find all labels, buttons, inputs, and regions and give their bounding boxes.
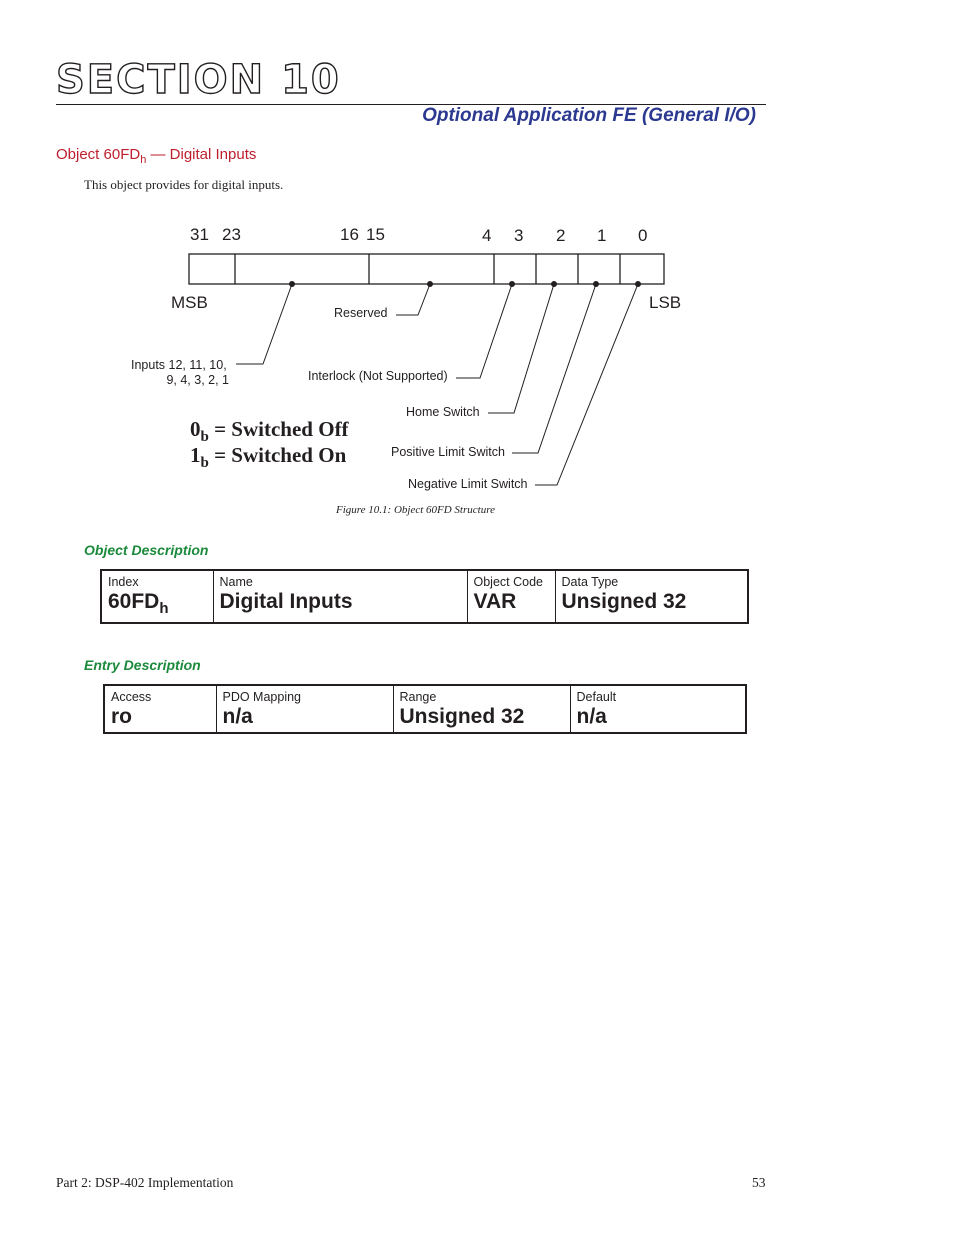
default-value: n/a	[576, 705, 607, 728]
callout-home-switch: Home Switch	[406, 405, 480, 419]
object-description-row	[101, 570, 748, 623]
register-outline	[189, 254, 664, 284]
object-code-cell	[467, 570, 555, 623]
range-label: Range	[399, 690, 437, 704]
figure-caption: Figure 10.1: Object 60FD Structure	[336, 504, 495, 516]
object-description-title: Object Description	[84, 542, 209, 558]
data-type-label: Data Type	[561, 575, 619, 589]
leader-inputs	[236, 284, 292, 364]
object-code-value: VAR	[473, 590, 517, 613]
legend-switched-off	[190, 417, 350, 445]
name-label: Name	[219, 575, 253, 589]
name-cell	[213, 570, 467, 623]
object-heading-prefix: Object 60FD	[56, 146, 141, 163]
bit-label-2: 2	[556, 226, 566, 245]
index-label: Index	[108, 575, 139, 589]
range-value: Unsigned 32	[399, 705, 525, 728]
bit-label-23: 23	[222, 225, 241, 244]
section-title: SECTION 10	[56, 57, 341, 103]
bit-label-15: 15	[366, 225, 385, 244]
pdo-mapping-label: PDO Mapping	[222, 690, 302, 704]
dot-home	[551, 281, 557, 287]
legend-off-subscript: b	[200, 429, 209, 445]
default-label: Default	[576, 690, 617, 704]
pdo-mapping-value: n/a	[222, 705, 253, 728]
bit-label-3: 3	[514, 226, 524, 245]
index-value: $60FD_h$	[108, 590, 169, 618]
legend-on-subscript: b	[200, 455, 209, 471]
callout-reserved: Reserved	[334, 306, 388, 320]
intro-text: This object provides for digital inputs.	[84, 177, 284, 192]
callout-inputs-line2: 9, 4, 3, 2, 1	[166, 373, 229, 387]
entry-description-table	[103, 684, 747, 734]
object-code-label: Object Code	[473, 575, 543, 589]
dot-reserved	[427, 281, 433, 287]
bit-label-1: 1	[597, 226, 607, 245]
footer-part-label: Part 2: DSP-402 Implementation	[56, 1175, 234, 1190]
dot-negative	[635, 281, 641, 287]
access-cell	[104, 685, 216, 733]
register-boxes	[189, 254, 664, 284]
object-heading-suffix: — Digital Inputs	[146, 146, 257, 163]
legend-off-text: = Switched Off	[208, 417, 349, 441]
pdo-mapping-cell	[216, 685, 393, 733]
callout-positive-limit: Positive Limit Switch	[391, 445, 505, 459]
data-type-cell	[555, 570, 748, 623]
page-number: 53	[752, 1175, 766, 1190]
leader-home	[488, 284, 554, 413]
leader-interlock	[456, 284, 512, 378]
legend-off-digit: 0	[190, 417, 201, 441]
bit-label-0: 0	[638, 226, 648, 245]
data-type-value: Unsigned 32	[561, 590, 687, 613]
callout-inputs-line1: Inputs 12, 11, 10,	[131, 358, 227, 372]
msb-label: MSB	[171, 293, 208, 312]
name-value: Digital Inputs	[219, 590, 353, 613]
bit-label-16: 16	[340, 225, 359, 244]
callout-negative-limit: Negative Limit Switch	[408, 477, 528, 491]
index-cell	[101, 570, 213, 623]
dot-interlock	[509, 281, 515, 287]
legend-on-text: = Switched On	[208, 443, 347, 467]
leader-reserved	[396, 284, 430, 315]
default-cell	[570, 685, 746, 733]
bit-label-31: 31	[190, 225, 209, 244]
entry-description-row	[104, 685, 746, 733]
leader-negative	[535, 284, 638, 485]
object-structure-figure	[0, 0, 954, 530]
entry-description-title: Entry Description	[84, 657, 201, 673]
access-label: Access	[111, 690, 152, 704]
header-subtitle: Optional Application FE (General I/O)	[422, 105, 756, 126]
legend-on-digit: 1	[190, 443, 201, 467]
bit-label-4: 4	[482, 226, 492, 245]
dot-positive	[593, 281, 599, 287]
object-description-table	[100, 569, 749, 624]
legend-switched-on	[190, 443, 347, 471]
access-value: ro	[111, 705, 132, 728]
leader-positive	[512, 284, 596, 453]
object-heading-subscript: h	[140, 154, 147, 166]
range-cell	[393, 685, 570, 733]
dot-inputs	[289, 281, 295, 287]
callout-interlock: Interlock (Not Supported)	[308, 369, 448, 383]
lsb-label: LSB	[649, 293, 682, 312]
